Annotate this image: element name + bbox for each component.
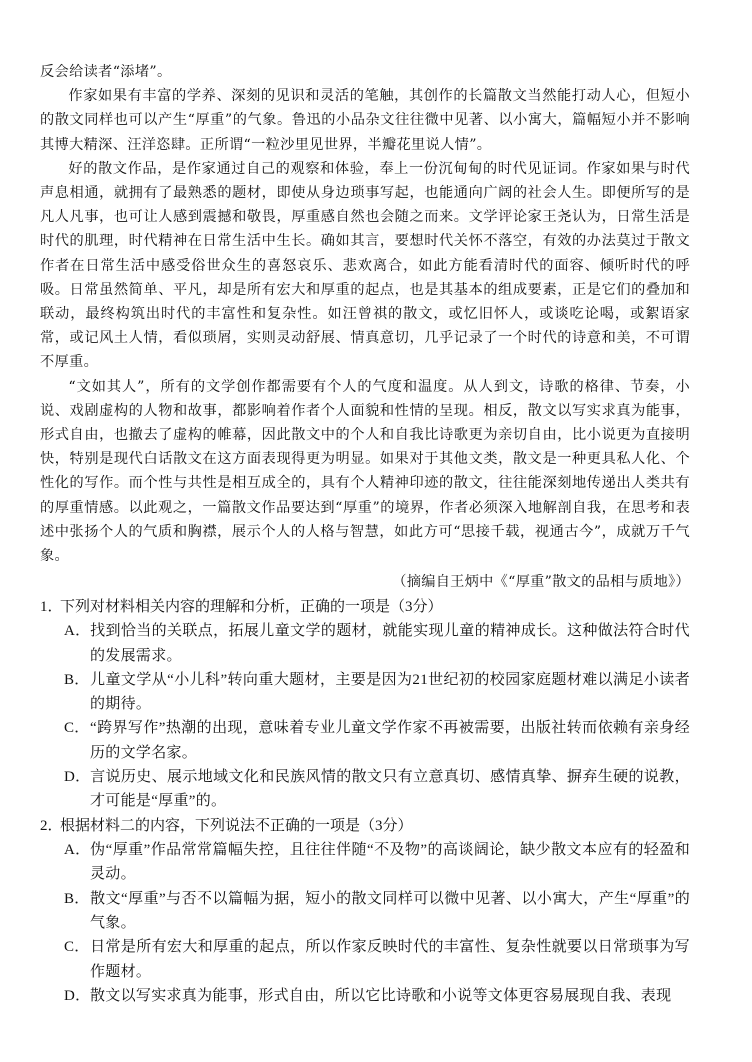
option-text: 儿童文学从“小儿科”转向重大题材，主要是因为21世纪初的校园家庭题材难以满足小读者的期待。 [90, 671, 690, 713]
option-a[interactable] [40, 838, 690, 887]
question-number: 1． [40, 598, 63, 615]
option-text: 找到恰当的关联点，拓展儿童文学的题材，就能实现儿童的精神成长。这种做法符合时代的发展需求。 [90, 623, 690, 664]
passage-paragraph-2: 作家如果有丰富的学养、深刻的见识和灵活的笔触，其创作的长篇散文当然能打动人心，但短小的散文同样也可以产生“厚重”的气象。鲁迅的小品杂文往往微中见著、以小寓大，篇幅短小并不影响其博大精深、汪洋恣肆。正所谓“一粒沙里见世界，半瓣花里说人情”。 [40, 88, 690, 153]
question-text: 根据材料二的内容，下列说法不正确的一项是（3分） [60, 817, 413, 834]
option-letter: D． [64, 769, 91, 786]
question-2 [40, 814, 690, 1009]
question-number: 2． [40, 817, 63, 834]
question-stem [40, 595, 690, 620]
passage-paragraph-4: “文如其人”，所有的文学创作都需要有个人的气度和温度。从人到文，诗歌的格律、节奏，小说、戏剧虚构的人物和故事，都影响着作者个人面貌和性情的呈现。相反，散文以写实求真为能事，形式自由，也撤去了虚构的帷幕，因此散文中的个人和自我比诗歌更为亲切自由，比小说更为直接明快，特别是现代白话散文在这方面表现得更为明显。如果对于其他文类，散文是一种更具私人化、个性化的写作。而个性与共性是相互成全的，具有个人精神印迹的散文，往往能深刻地传递出人类共有的厚重情感。以此观之，一篇散文作品要达到“厚重”的境界，作者必须深入地解剖自我，在思考和表述中张扬个人的气质和胸襟，展示个人的人格与智慧，如此方可“思接千载，视通古今”，成就万千气象。 [40, 378, 690, 565]
option-c[interactable] [40, 716, 690, 765]
option-b[interactable] [40, 887, 690, 936]
option-text: 散文以写实求真为能事，形式自由，所以它比诗歌和小说等文体更容易展现自我、表现 [90, 987, 672, 1004]
option-letter: D． [64, 987, 91, 1004]
passage-paragraph-1: 反会给读者“添堵”。 [40, 64, 172, 80]
option-letter: B． [64, 890, 90, 907]
option-b[interactable] [40, 668, 690, 717]
option-letter: C． [64, 720, 90, 737]
option-list [40, 619, 690, 813]
option-letter: A． [64, 623, 91, 640]
question-text: 下列对材料相关内容的理解和分析，正确的一项是（3分） [60, 598, 443, 615]
question-1 [40, 595, 690, 814]
option-d[interactable] [40, 984, 690, 1008]
option-letter: B． [64, 671, 90, 688]
option-c[interactable] [40, 935, 690, 984]
option-d[interactable] [40, 765, 690, 814]
passage-paragraph-3: 好的散文作品，是作家通过自己的观察和体验，奉上一份沉甸甸的时代见证词。作家如果与时代声息相通，就拥有了最熟悉的题材，即使从身边琐事写起，也能通向广阔的社会人生。即便所写的是凡人凡事，也可让人感到震撼和敬畏，厚重感自然也会随之而来。文学评论家王尧认为，日常生活是时代的肌理，时代精神在日常生活中生长。确如其言，要想时代关怀不落空，有效的办法莫过于散文作者在日常生活中感受俗世众生的喜怒哀乐、悲欢离合，如此方能看清时代的面容、倾听时代的呼吸。日常虽然简单、平凡，却是所有宏大和厚重的起点，也是其基本的组成要素，正是它们的叠加和联动，最终构筑出时代的丰富性和复杂性。如汪曾祺的散文，或忆旧怀人，或谈吃论喝，或絮语家常，或记风土人情，看似琐屑，实则灵动舒展、情真意切，几乎记录了一个时代的诗意和美，不可谓不厚重。 [40, 160, 690, 371]
option-text: “跨界写作”热潮的出现，意味着专业儿童文学作家不再被需要，出版社转而依赖有亲身经历的文学名家。 [90, 720, 690, 761]
option-list [40, 838, 690, 1008]
option-text: 伪“厚重”作品常常篇幅失控，且往往伴随“不及物”的高谈阔论，缺少散文本应有的轻盈和灵动。 [90, 842, 690, 883]
question-stem [40, 814, 690, 839]
option-letter: C． [64, 939, 90, 956]
option-a[interactable] [40, 619, 690, 668]
option-text: 散文“厚重”与否不以篇幅为据，短小的散文同样可以微中见著、以小寓大，产生“厚重”的气象。 [90, 890, 690, 932]
option-text: 言说历史、展示地域文化和民族风情的散文只有立意真切、感情真挚、摒弃生硬的说教，才可能是“厚重”的。 [90, 769, 690, 810]
passage-source-citation: （摘编自王炳中《“厚重”散文的品相与质地》） [392, 574, 690, 591]
option-text: 日常是所有宏大和厚重的起点，所以作家反映时代的丰富性、复杂性就要以日常琐事为写作题材。 [90, 939, 690, 980]
option-letter: A． [64, 842, 91, 859]
reading-passage [40, 60, 690, 595]
